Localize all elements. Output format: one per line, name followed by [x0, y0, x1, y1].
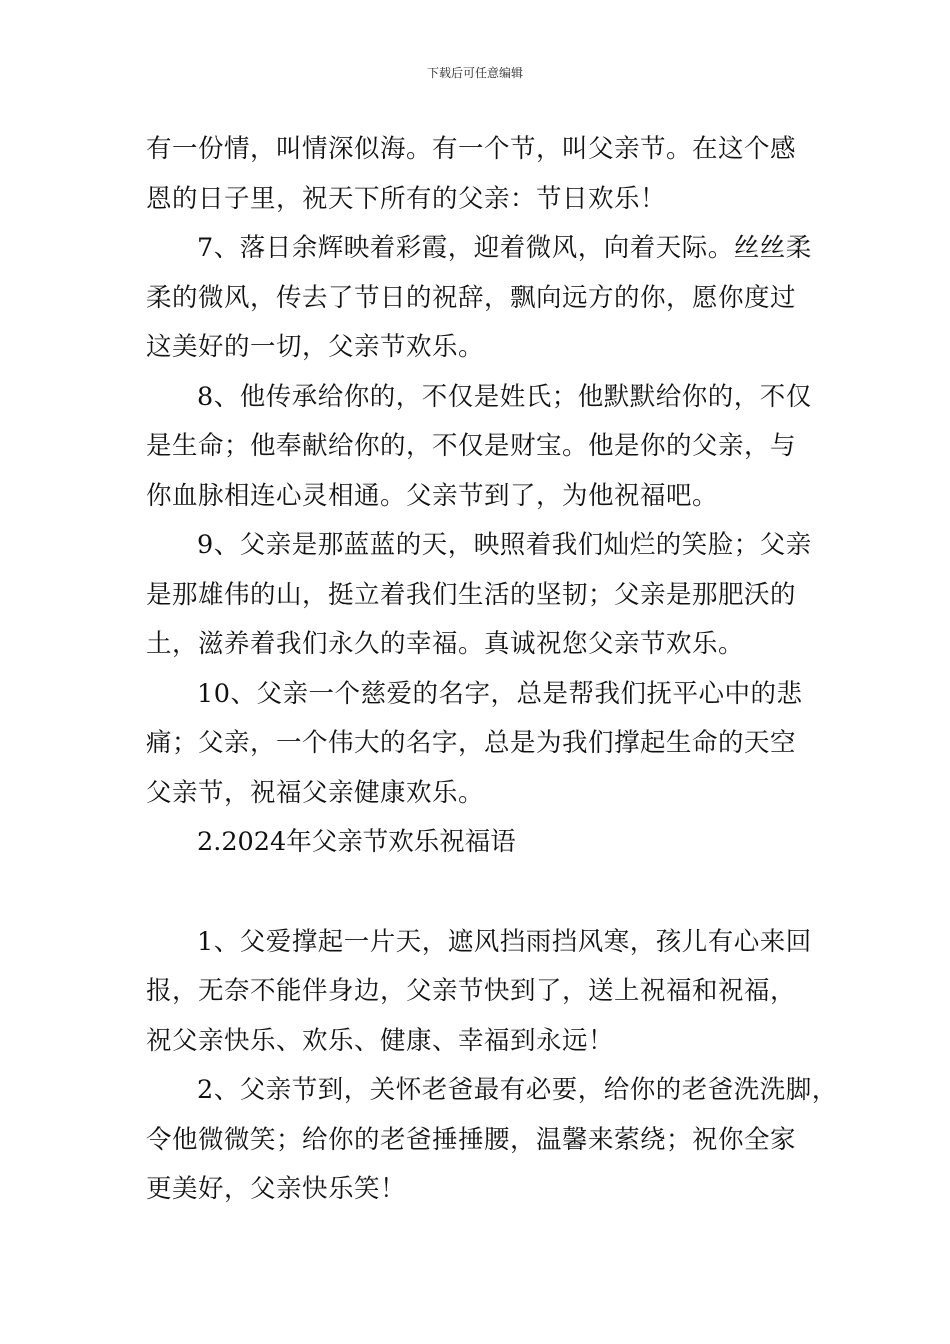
text-line: 10、父亲一个慈爱的名字，总是帮我们抚平心中的悲 — [197, 678, 803, 709]
spacer — [146, 868, 816, 918]
text-line: 有一份情，叫情深似海。有一个节，叫父亲节。在这个感 — [146, 134, 797, 164]
paragraph-intro — [146, 125, 816, 224]
text-line: 1、父爱撑起一片天，遮风挡雨挡风寒，孩儿有心来回 — [197, 926, 812, 957]
document-body — [146, 125, 838, 1215]
page-header: 下载后可任意编辑 — [426, 66, 523, 80]
text-line: 7、落日余辉映着彩霞，迎着微风，向着天际。丝丝柔 — [197, 233, 812, 263]
paragraph-item-2 — [146, 1066, 838, 1215]
text-line: 2、父亲节到，关怀老爸最有必要，给你的老爸洗洗脚， — [197, 1075, 838, 1105]
text-line: 这美好的一切，父亲节欢乐。 — [146, 332, 485, 362]
text-line: 祝父亲快乐、欢乐、健康、幸福到永远！ — [146, 1025, 615, 1056]
text-line: 令他微微笑；给你的老爸捶捶腰，温馨来萦绕；祝你全家 — [146, 1124, 797, 1155]
text-line: 恩的日子里，祝天下所有的父亲：节日欢乐！ — [146, 183, 667, 214]
text-line: 柔的微风，传去了节日的祝辞，飘向远方的你，愿你度过 — [146, 282, 797, 313]
section-heading: 2.2024年父亲节欢乐祝福语 — [197, 827, 516, 857]
text-line: 9、父亲是那蓝蓝的天，映照着我们灿烂的笑脸；父亲 — [197, 530, 812, 560]
paragraph-item-10 — [146, 670, 816, 819]
text-line: 痛；父亲，一个伟大的名字，总是为我们撑起生命的天空 — [146, 728, 797, 758]
paragraph-item-1 — [146, 918, 816, 1067]
text-line: 是那雄伟的山，挺立着我们生活的坚韧；父亲是那肥沃的 — [146, 579, 797, 610]
text-line: 更美好，父亲快乐笑！ — [146, 1174, 407, 1204]
paragraph-item-8 — [146, 373, 816, 522]
text-line: 土，滋养着我们永久的幸福。真诚祝您父亲节欢乐。 — [146, 629, 745, 659]
text-line: 是生命；他奉献给你的，不仅是财宝。他是你的父亲，与 — [146, 431, 797, 461]
text-line: 你血脉相连心灵相通。父亲节到了，为他祝福吧。 — [146, 480, 719, 511]
paragraph-item-7 — [146, 224, 816, 373]
paragraph-item-9 — [146, 521, 816, 670]
text-line: 父亲节，祝福父亲健康欢乐。 — [146, 777, 485, 808]
text-line: 8、他传承给你的，不仅是姓氏；他默默给你的，不仅 — [197, 381, 812, 412]
text-line: 报，无奈不能伴身边，父亲节快到了，送上祝福和祝福， — [146, 976, 797, 1006]
